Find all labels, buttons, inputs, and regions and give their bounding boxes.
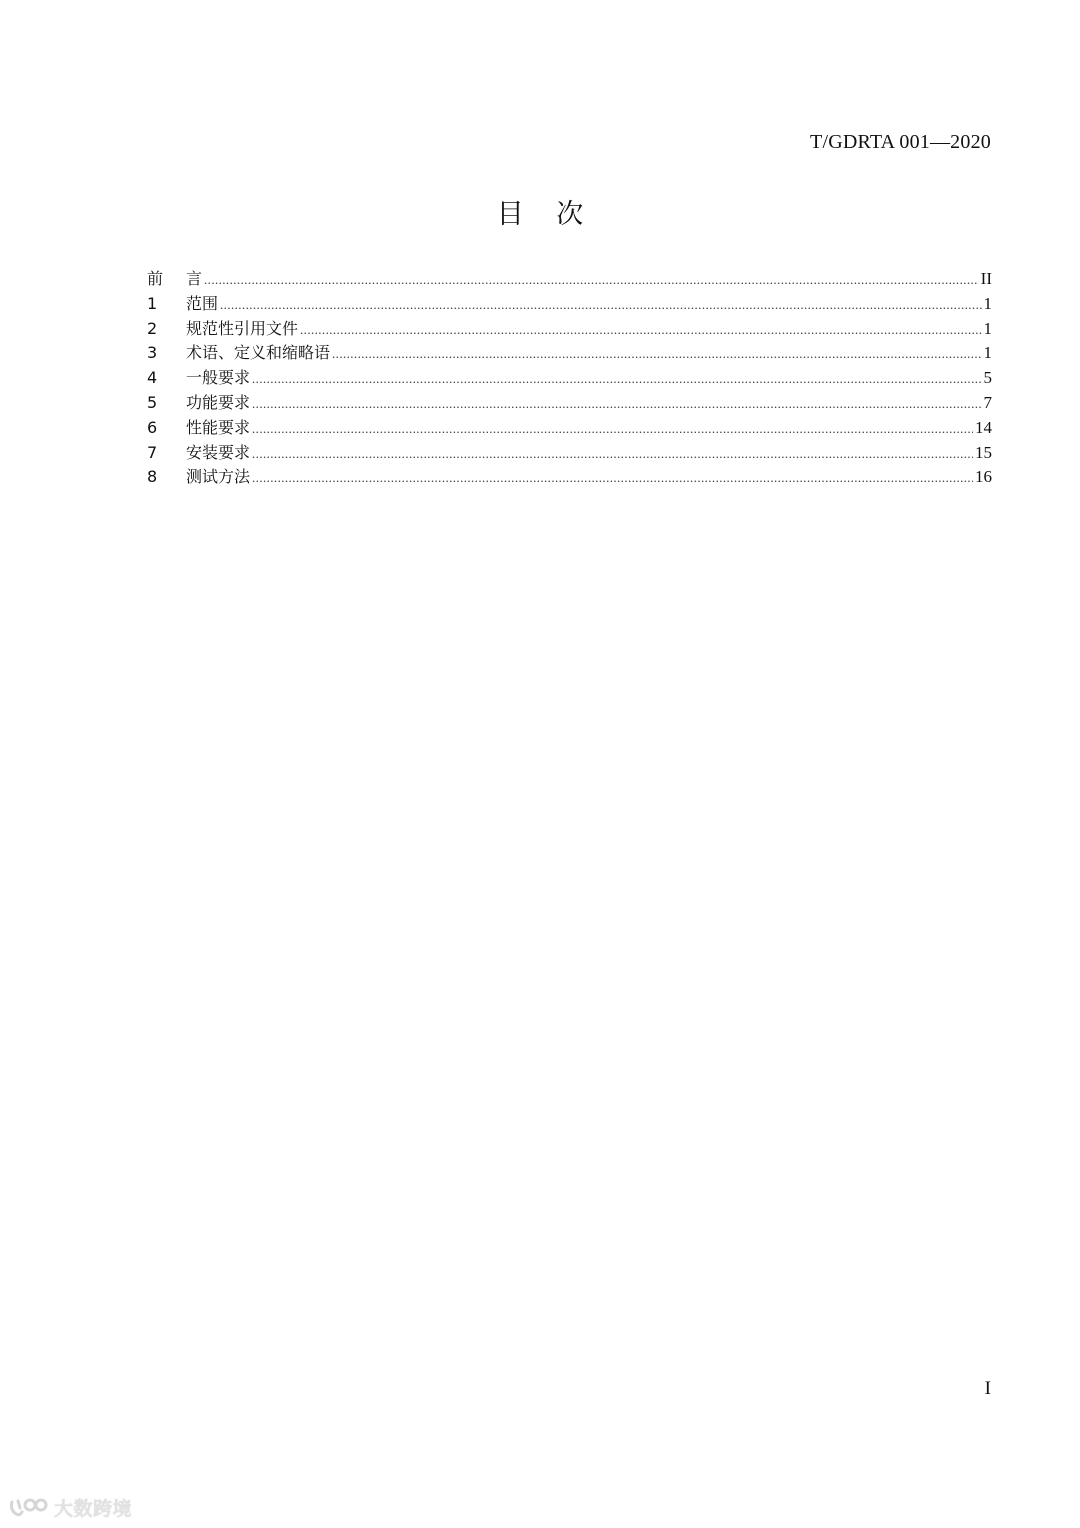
toc-entry-foreword[interactable]: [147, 267, 992, 292]
toc-entry-number: 3: [147, 343, 158, 363]
dot-leader: [300, 318, 981, 343]
toc-entry-number: 2: [147, 318, 158, 338]
toc-entry-page: II: [980, 269, 992, 288]
dot-leader: [252, 442, 973, 467]
toc-entry-7[interactable]: [147, 441, 992, 466]
toc-entry-8[interactable]: [147, 465, 992, 490]
dot-leader: [204, 268, 979, 293]
toc-entry-number: 8: [147, 467, 158, 487]
toc-entry-page: 1: [983, 343, 992, 363]
dot-leader: [252, 417, 973, 442]
toc-entry-title: 一般要求: [186, 368, 251, 388]
toc-entry-page: 7: [983, 392, 992, 412]
page-number: I: [984, 1378, 991, 1399]
dot-leader: [252, 367, 981, 392]
toc-entry-title: 规范性引用文件: [186, 318, 299, 338]
toc-entry-page: 1: [983, 293, 992, 313]
toc-entry-page: 16: [975, 467, 992, 487]
watermark: [8, 1494, 132, 1521]
toc-entry-title: 范围: [186, 293, 219, 313]
toc-entry-title: 言: [186, 269, 203, 288]
toc-entry-number: 1: [147, 293, 158, 313]
dot-leader: [252, 466, 973, 491]
toc-entry-number: 前: [147, 269, 164, 288]
toc-entry-title: 性能要求: [186, 417, 251, 437]
toc-entry-5[interactable]: [147, 391, 992, 416]
dot-leader: [252, 392, 981, 417]
logo-icon: [8, 1496, 50, 1520]
toc-entry-page: 1: [983, 318, 992, 338]
toc-entry-number: 7: [147, 442, 158, 462]
toc-entry-6[interactable]: [147, 416, 992, 441]
watermark-text: 大数跨境: [54, 1498, 133, 1520]
toc-entry-title: 功能要求: [186, 392, 251, 412]
document-code: T/GDRTA 001—2020: [810, 131, 991, 153]
toc-entry-number: 5: [147, 392, 158, 412]
toc-entry-4[interactable]: [147, 366, 992, 391]
toc-entry-title: 安装要求: [186, 442, 251, 462]
toc-entry-3[interactable]: [147, 341, 992, 366]
toc-entry-1[interactable]: [147, 292, 992, 317]
toc-entry-page: 5: [983, 368, 992, 388]
page-title: 目 次: [496, 199, 584, 230]
toc-entry-number: 4: [147, 368, 158, 388]
dot-leader: [332, 342, 981, 367]
toc-entry-2[interactable]: [147, 317, 992, 342]
toc-entry-number: 6: [147, 417, 158, 437]
toc-entry-page: 15: [975, 442, 992, 462]
dot-leader: [220, 293, 981, 318]
table-of-contents: [147, 267, 992, 490]
toc-entry-title: 术语、定义和缩略语: [186, 343, 331, 363]
toc-entry-title: 测试方法: [186, 467, 251, 487]
toc-entry-page: 14: [975, 417, 992, 437]
